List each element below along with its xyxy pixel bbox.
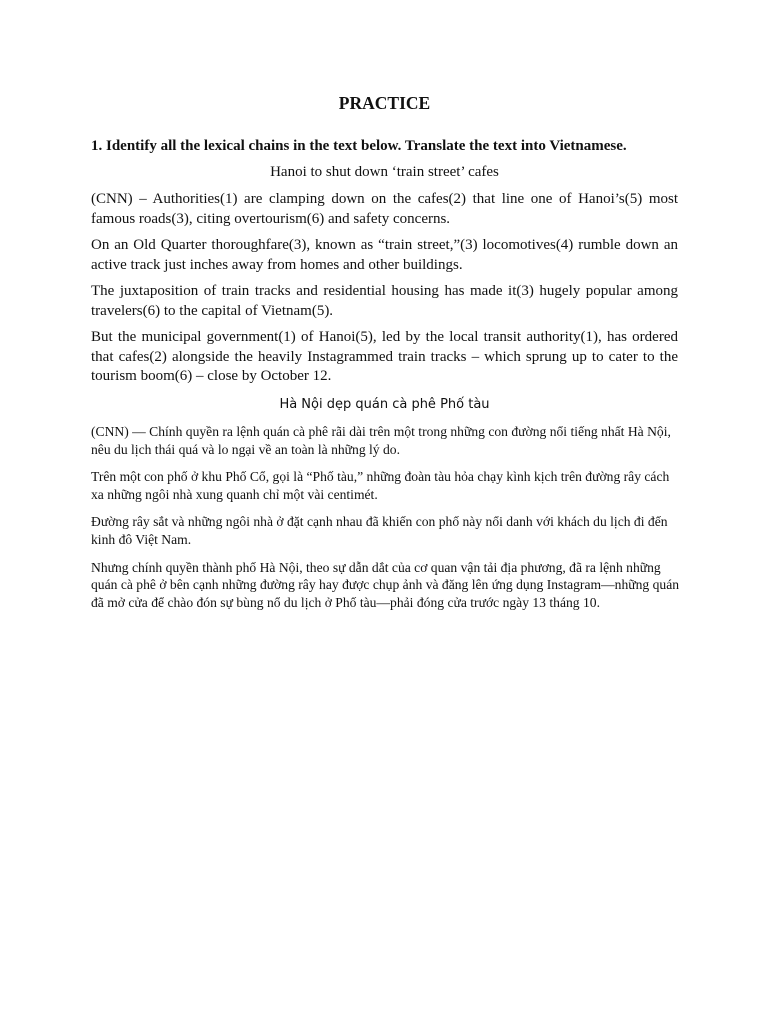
english-paragraph: On an Old Quarter thoroughfare(3), known as “train street,”(3) locomotives(4) rumble down an active track just inches away from homes and other buildings.	[91, 237, 678, 273]
english-paragraph: (CNN) – Authorities(1) are clamping down on the cafes(2) that line one of Hanoi’s(5) most famous roads(3), citing overtourism(6) and safety concerns.	[91, 191, 678, 227]
page-title: PRACTICE	[338, 93, 431, 113]
vietnamese-paragraph: (CNN) — Chính quyền ra lệnh quán cà phê rãi dài trên một trong những con đường nổi tiếng nhất Hà Nội, nêu du lịch thái quá và lo ngại về an toàn là những lý do.	[91, 424, 671, 457]
vietnamese-paragraph: Nhưng chính quyền thành phố Hà Nội, theo sự dẫn dắt của cơ quan vận tải địa phương, đã ra lệnh những quán cà phê ở bên cạnh những đường rây hay được chụp ảnh và đăng lên ứng dụng Instagram—những quán đã mở cửa để chào đón sự bùng nổ du lịch ở Phố tàu—phải đóng cửa trước ngày 13 tháng 10.	[91, 559, 680, 610]
vietnamese-article-heading: Hà Nội dẹp quán cà phê Phố tàu	[279, 397, 490, 412]
english-article	[91, 162, 678, 394]
english-paragraph: But the municipal government(1) of Hanoi(5), led by the local transit authority(1), has ordered that cafes(2) alongside the heavily Instagrammed train tracks – which sprung up to cater to the tourism boom(6) – close by October 12.	[91, 329, 678, 384]
exercise-instruction: 1. Identify all the lexical chains in the text below. Translate the text into Vietnamese.	[91, 138, 627, 154]
vietnamese-paragraph: Trên một con phố ở khu Phố Cổ, gọi là “Phố tàu,” những đoàn tàu hỏa chạy kình kịch trên đường rây cách xa những ngôi nhà xung quanh chỉ một vài centimét.	[91, 469, 670, 502]
vietnamese-paragraph: Đường rây sắt và những ngôi nhà ở đặt cạnh nhau đã khiến con phố này nổi danh với khách du lịch đi đến kinh đô Việt Nam.	[91, 514, 668, 547]
english-paragraph: The juxtaposition of train tracks and residential housing has made it(3) hugely popular among travelers(6) to the capital of Vietnam(5).	[91, 283, 678, 319]
english-article-heading: Hanoi to shut down ‘train street’ cafes	[270, 164, 499, 180]
vietnamese-translation	[91, 423, 681, 621]
